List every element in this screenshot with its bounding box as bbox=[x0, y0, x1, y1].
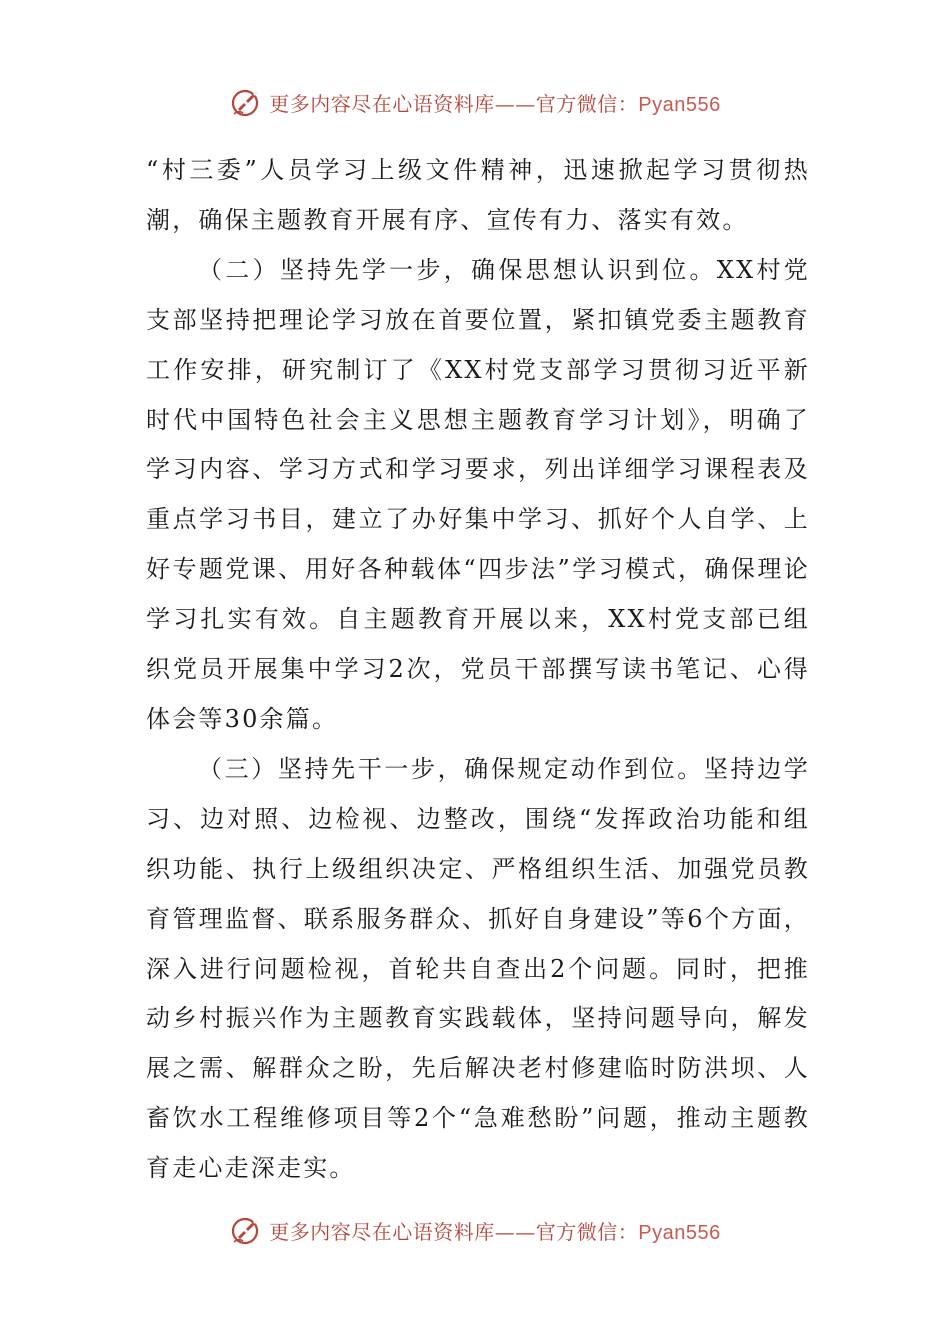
pen-nib-circle-icon bbox=[229, 1212, 265, 1248]
pen-nib-circle-icon bbox=[229, 84, 265, 120]
banner-dash: —— bbox=[494, 91, 536, 116]
document-body bbox=[146, 146, 810, 1194]
banner-wechat-id: Pyan556 bbox=[638, 93, 721, 116]
paragraph-section-two: （二）坚持先学一步，确保思想认识到位。XX村党支部坚持把理论学习放在首要位置，紧扣镇党委主题教育工作安排，研究制订了《XX村党支部学习贯彻习近平新时代中国特色社会主义思想主题教育学习计划》，明确了学习内容、学习方式和学习要求，列出详细学习课程表及重点学习书目，建立了办好集中学习、抓好个人自学、上好专题党课、用好各种载体“四步法”学习模式，确保理论学习扎实有效。自主题教育开展以来，XX村党支部已组织党员开展集中学习2次，党员干部撰写读书笔记、心得体会等30余篇。 bbox=[146, 255, 810, 733]
banner-wechat-id: Pyan556 bbox=[638, 1221, 721, 1244]
footer-banner bbox=[0, 1210, 950, 1250]
banner-wechat-label: 官方微信： bbox=[535, 1219, 639, 1244]
paragraph-continuation: “村三委”人员学习上级文件精神，迅速掀起学习贯彻热潮，确保主题教育开展有序、宣传有力、落实有效。 bbox=[146, 156, 810, 234]
footer-banner-text bbox=[269, 1216, 720, 1245]
header-banner-text bbox=[269, 88, 720, 117]
banner-slogan: 更多内容尽在心语资料库 bbox=[269, 91, 495, 116]
header-banner bbox=[0, 82, 950, 122]
banner-dash: —— bbox=[494, 1219, 536, 1244]
paragraph-section-three: （三）坚持先干一步，确保规定动作到位。坚持边学习、边对照、边检视、边整改，围绕“发挥政治功能和组织功能、执行上级组织决定、严格组织生活、加强党员教育管理监督、联系服务群众、抓好自身建设”等6个方面，深入进行问题检视，首轮共自查出2个问题。同时，把推动乡村振兴作为主题教育实践载体，坚持问题导向，解发展之需、解群众之盼，先后解决老村修建临时防洪坝、人畜饮水工程维修项目等2个“急难愁盼”问题，推动主题教育走心走深走实。 bbox=[146, 754, 810, 1183]
banner-slogan: 更多内容尽在心语资料库 bbox=[269, 1219, 495, 1244]
banner-wechat-label: 官方微信： bbox=[535, 91, 639, 116]
